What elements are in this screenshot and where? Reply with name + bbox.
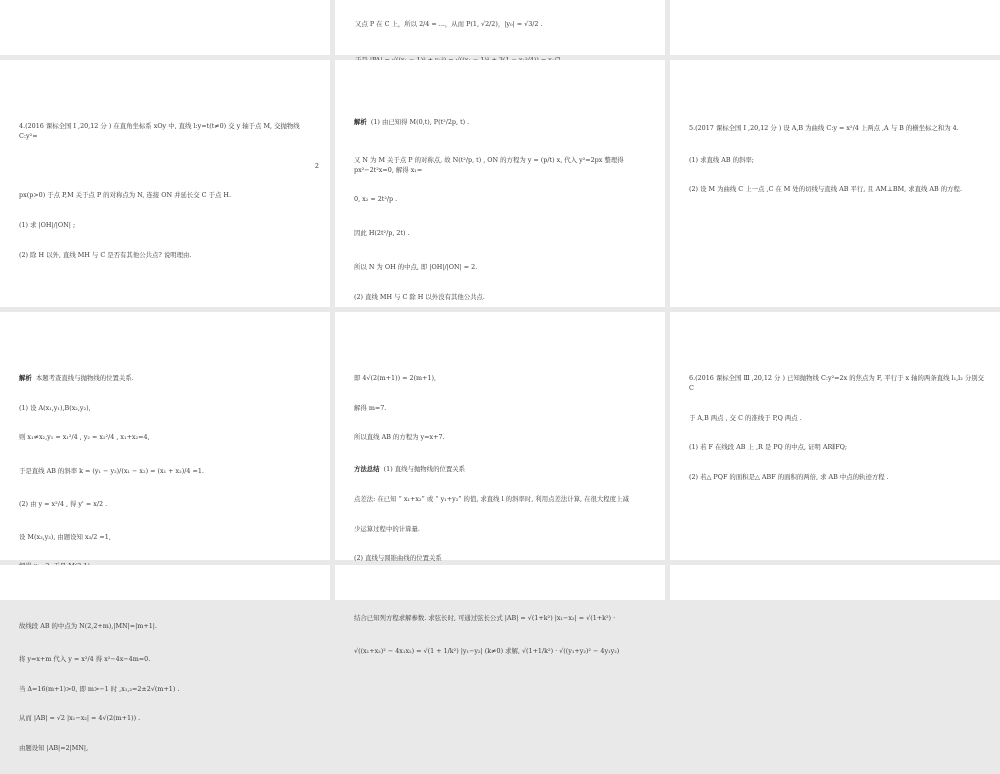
slide-problem-4 (0, 60, 330, 307)
slide-problem-6 (670, 312, 1000, 560)
problem-4-text (19, 102, 319, 281)
text-line: 又点 P 在 C 上，所以 2/4 = ...，从而 P(1, √2/2)，|y₀| = √3/2 . (355, 19, 543, 28)
text-line: (2) 直线 MH 与 C 除 H 以外没有其他公共点. (354, 292, 485, 301)
text-line: 从而 |AB| = √2 |x₁−x₂| = 4√(2(m+1)) . (19, 714, 141, 723)
text-line: px(p>0) 于点 P,M 关于点 P 的对称点为 N, 连接 ON 并延长交 C 于点 H. (19, 191, 232, 200)
text-line: √((x₁+x₂)² − 4x₁x₂) = √(1 + 1/k²) |y₁−y₂| (k≠0) 求解, √(1+1/k²) · √((y₁+y₂)² − 4y₁y₂) (354, 646, 620, 655)
text-line: (1) 若 F 在线段 AB 上 ,R 是 PQ 的中点, 证明 AR∥FQ; (689, 443, 848, 452)
text-line: 将 y=x+m 代入 y = x²/4 得 x²−4x−4m=0. (19, 654, 151, 663)
problem-title: 4.(2016 课标全国 Ⅰ ,20,12 分 ) 在直角坐标系 xOy 中, 直线 l:y=t(t≠0) 交 y 轴于点 M, 交抛物线 C:y²= (19, 121, 302, 140)
solution-intro: 本题考查直线与抛物线的位置关系. (35, 373, 134, 382)
text-line: 解得 m=7. (354, 403, 387, 412)
text-line: 由题设知 |AB|=2|MN|, (19, 744, 89, 753)
text-line: (2) 除 H 以外, 直线 MH 与 C 是否有其他公共点? 说明理由. (19, 250, 192, 259)
method-label: 方法总结 (354, 465, 380, 474)
text-line: 所以直线 AB 的方程为 y=x+7. (354, 433, 445, 442)
text-line: (2) 若△ PQF 的面积是△ ABF 的面积的两倍, 求 AB 中点的轨迹方程 . (689, 473, 889, 482)
text-line: (2) 直线与圆锥曲线的位置关系 (354, 554, 442, 563)
text-line: (2) 设 M 为曲线 C 上一点 ,C 在 M 处的切线与直线 AB 平行, 且 AM⊥BM, 求直线 AB 的方程. (689, 185, 962, 194)
solution-heading: 解析 (19, 373, 32, 382)
text-line: (1) 直线与抛物线的位置关系 (383, 465, 466, 474)
slide-solution-4 (335, 60, 665, 307)
text-line: 当 Δ=16(m+1)>0, 即 m>−1 时 ,x₁,₂=2±2√(m+1) . (19, 684, 180, 693)
text-line: 于是直线 AB 的斜率 k = (y₁ − y₂)/(x₁ − x₂) = (x₁ + x₂)/4 =1. (19, 467, 204, 476)
slide-top-right (670, 0, 1000, 55)
solution-5-text (19, 354, 319, 774)
solution-5-cont-text (354, 354, 652, 677)
slide-bottom-center (335, 565, 665, 600)
text-line: 于 A,B 两点 , 交 C 的准线于 P,Q 两点 . (689, 413, 802, 422)
slide-bottom-right (670, 565, 1000, 600)
text-line: 设 M(x₃,y₃), 由题设知 x₃/2 =1, (19, 532, 111, 541)
text-line: 又 N 为 M 关于点 P 的对称点, 故 N(t²/p, t) , ON 的方程为 y = (p/t) x, 代入 y²=2px 整理得 px²−2t²x=0, 解得 x₁= (354, 155, 626, 174)
text-line: (2) 由 y = x²/4 , 得 y' = x/2 . (19, 499, 108, 508)
text-line: 故线段 AB 的中点为 N(2,2+m),|MN|=|m+1|. (19, 621, 157, 630)
text-line: (1) 设 A(x₁,y₁),B(x₂,y₂), (19, 403, 91, 412)
problem-title: 6.(2016 课标全国 Ⅲ ,20,12 分 ) 已知抛物线 C:y²=2x 的焦点为 F, 平行于 x 轴的两条直线 l₁,l₂ 分别交 C (689, 373, 987, 392)
text-line: 则 x₁≠x₂,y₁ = x₁²/4 , y₂ = x₂²/4 , x₁+x₂=4, (19, 433, 150, 442)
text-line: 2 (314, 161, 319, 170)
problem-5-text (689, 104, 989, 215)
problem-title: 5.(2017 课标全国 Ⅰ ,20,12 分 ) 设 A,B 为曲线 C:y = x²/4 上两点 ,A 与 B 的横坐标之和为 4. (689, 123, 959, 132)
problem-6-text (689, 354, 989, 503)
text-line: (1) 由已知得 M(0,t), P(t²/2p, t) . (370, 117, 470, 126)
slide-top-left (0, 0, 330, 55)
text-line: (1) 求 |OH|/|ON| ; (19, 221, 76, 230)
text-line: 0, x₂ = 2t²/p . (354, 195, 398, 204)
text-line: 所以 N 为 OH 的中点, 即 |OH|/|ON| = 2. (354, 262, 478, 271)
slide-problem-5 (670, 60, 1000, 307)
text-line: 少运算过程中的计算量. (354, 524, 420, 533)
slide-solution-5 (0, 312, 330, 753)
slide-bottom-left (0, 565, 330, 600)
text-line: 即 4√(2(m+1)) = 2(m+1), (354, 373, 437, 382)
text-line: 因此 H(2t²/p, 2t) . (354, 229, 410, 238)
text-line: 点差法: 在已知 “ x₁+x₂” 或 “ y₁+y₂” 的值, 求直线 l 的斜率时, 利用点差法计算, 在很大程度上减 (354, 494, 629, 503)
slide-top-center (335, 0, 665, 55)
text-line: (1) 求直线 AB 的斜率; (689, 155, 754, 164)
text-line: 结合已知列方程求解参数. 求弦长时, 可通过弦长公式 |AB| = √(1+k²) |x₁−x₂| = √(1+k²) · (354, 613, 616, 622)
solution-heading: 解析 (354, 117, 367, 126)
slide-solution-5-cont (335, 312, 665, 655)
